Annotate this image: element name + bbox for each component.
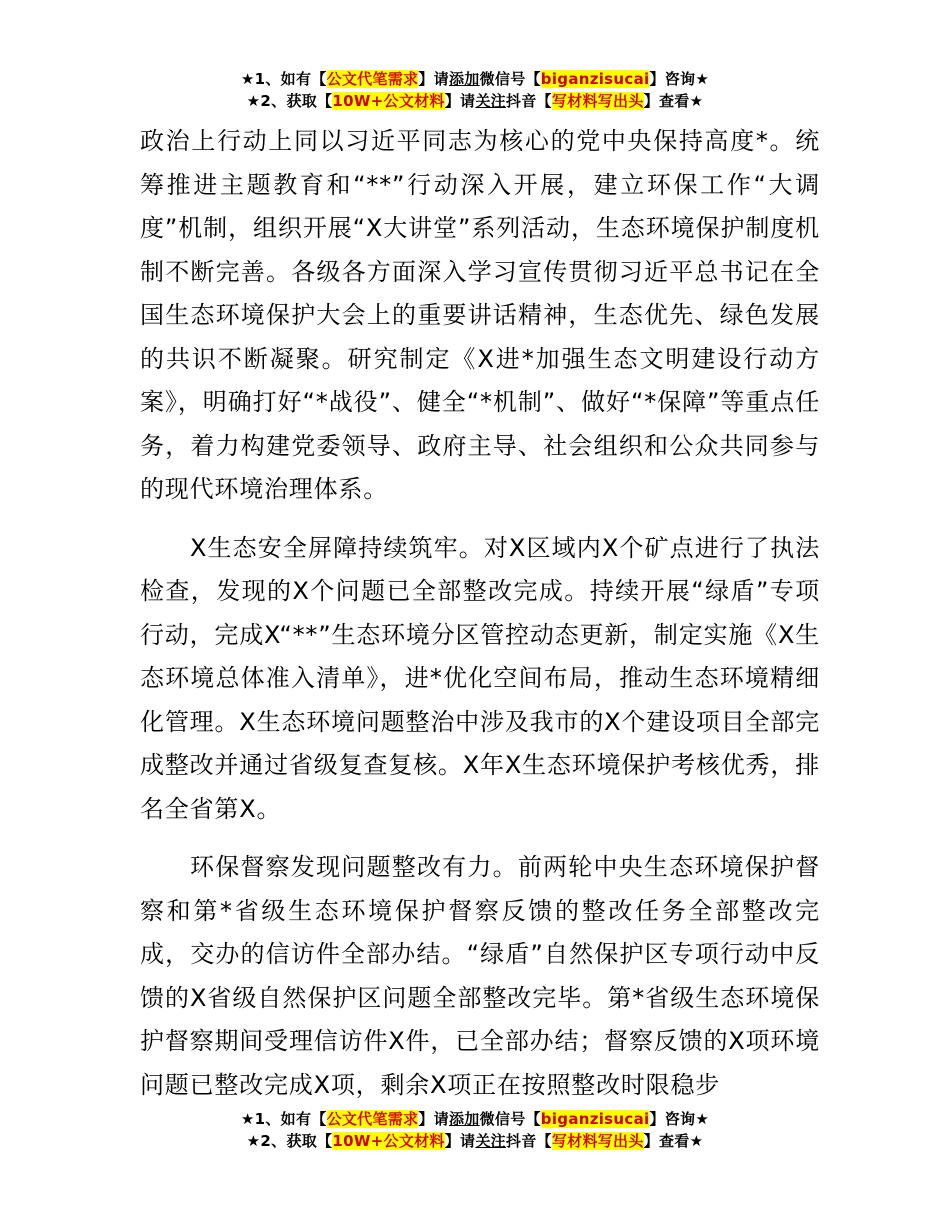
footer-line-2-prefix: ★2、获取【 [246, 1132, 333, 1150]
highlight-service: 公文代笔需求 [326, 70, 419, 88]
header-line-1-underlined: 添加 [448, 70, 480, 88]
footer-line-2-mid1: 】请 [444, 1132, 476, 1150]
footer-line-1 [0, 1108, 950, 1130]
header-line-1-mid1: 】请 [418, 70, 449, 88]
footer-line-2-mid2: 抖音【 [505, 1132, 552, 1150]
highlight-douyin-account: 写材料写出头 [551, 1132, 644, 1150]
header-line-2-suffix: 】查看★ [643, 92, 704, 110]
footer-line-2 [0, 1130, 950, 1152]
footer-line-2-underlined: 关注 [475, 1132, 506, 1150]
paragraph-continuation: 政治上行动上同以习近平同志为核心的党中央保持高度*。统筹推进主题教育和“**”行动深入开展，建立环保工作“大调度”机制，组织开展“X大讲堂”系列活动，生态环境保护制度机制不断完善。各级各方面深入学习宣传贯彻习近平总书记在全国生态环境保护大会上的重要讲话精神，生态优先、绿色发展的共识不断凝聚。研究制定《X进*加强生态文明建设行动方案》，明确打好“*战役”、健全“*机制”、做好“*保障”等重点任务，着力构建党委领导、政府主导、社会组织和公众共同参与的现代环境治理体系。 [140, 127, 820, 503]
footer-banner [0, 1108, 950, 1152]
footer-line-1-mid2: 微信号【 [479, 1110, 541, 1128]
header-line-1 [0, 68, 950, 90]
highlight-douyin-account: 写材料写出头 [551, 92, 644, 110]
footer-line-1-mid1: 】请 [418, 1110, 449, 1128]
document-body [140, 120, 820, 1107]
footer-line-1-prefix: ★1、如有【 [240, 1110, 327, 1128]
header-line-2 [0, 90, 950, 112]
footer-line-1-underlined: 添加 [448, 1110, 480, 1128]
highlight-materials: 10W+公文材料 [332, 1132, 445, 1150]
header-line-2-underlined: 关注 [475, 92, 506, 110]
paragraph-ecological-barrier: X生态安全屏障持续筑牢。对X区域内X个矿点进行了执法检查，发现的X个问题已全部整改完成。持续开展“绿盾”专项行动，完成X“**”生态环境分区管控动态更新，制定实施《X生态环境总体准入清单》，进*优化空间布局，推动生态环境精细化管理。X生态环境问题整治中涉及我市的X个建设项目全部完成整改并通过省级复查复核。X年X生态环境保护考核优秀，排名全省第X。 [140, 533, 820, 823]
header-line-1-prefix: ★1、如有【 [240, 70, 327, 88]
footer-line-1-suffix: 】咨询★ [649, 1110, 710, 1128]
header-line-2-prefix: ★2、获取【 [246, 92, 333, 110]
highlight-service: 公文代笔需求 [326, 1110, 419, 1128]
highlight-wechat-id: biganzisucai [540, 70, 650, 88]
header-line-1-suffix: 】咨询★ [649, 70, 710, 88]
header-banner [0, 68, 950, 112]
header-line-1-mid2: 微信号【 [479, 70, 541, 88]
paragraph-inspection-rectification: 环保督察发现问题整改有力。前两轮中央生态环境保护督察和第*省级生态环境保护督察反馈的整改任务全部整改完成，交办的信访件全部办结。“绿盾”自然保护区专项行动中反馈的X省级自然保护区问题全部整改完毕。第*省级生态环境保护督察期间受理信访件X件，已全部办结；督察反馈的X项环境问题已整改完成X项，剩余X项正在按照整改时限稳步 [140, 853, 820, 1099]
header-line-2-mid1: 】请 [444, 92, 476, 110]
highlight-materials: 10W+公文材料 [332, 92, 445, 110]
highlight-wechat-id: biganzisucai [540, 1110, 650, 1128]
footer-line-2-suffix: 】查看★ [643, 1132, 704, 1150]
header-line-2-mid2: 抖音【 [505, 92, 552, 110]
